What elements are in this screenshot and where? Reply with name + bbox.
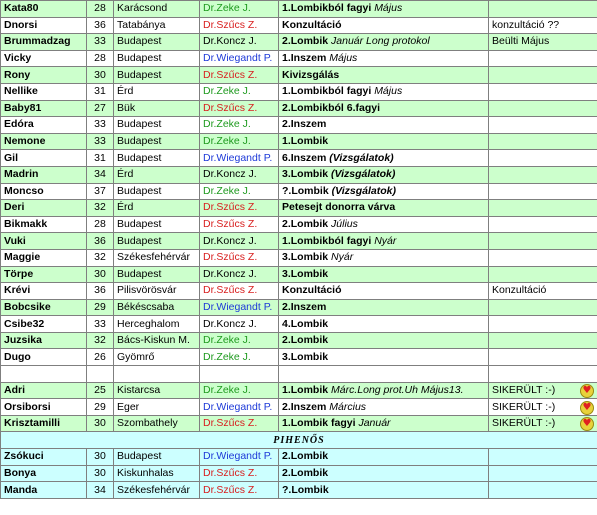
doctor-cell[interactable]: Dr.Zeke J. (200, 83, 279, 100)
age-cell[interactable]: 31 (87, 83, 114, 100)
nickname-cell[interactable]: Edóra (1, 117, 87, 134)
treatment-stage: 1.Lombikból fagyi (282, 85, 372, 98)
age-cell[interactable]: 33 (87, 117, 114, 134)
city-cell[interactable]: Budapest (114, 449, 200, 466)
comment-cell[interactable] (489, 349, 597, 366)
doctor-cell[interactable]: Dr.Szűcs Z. (200, 100, 279, 117)
age-cell[interactable]: 30 (87, 266, 114, 283)
treatment-stage: 1.Lombikból fagyi (282, 2, 372, 15)
city-cell[interactable]: Szombathely (114, 415, 200, 432)
smiley-heart-icon (580, 384, 594, 398)
age-cell[interactable]: 32 (87, 200, 114, 217)
treatment-status-cell[interactable] (279, 183, 489, 200)
blank-separator-row (1, 366, 597, 383)
comment-cell[interactable] (489, 200, 597, 217)
doctor-cell[interactable]: Dr.Koncz J. (200, 316, 279, 333)
nickname-cell[interactable]: Dnorsi (1, 17, 87, 34)
empty-cell[interactable] (279, 366, 489, 383)
comment-cell[interactable] (489, 316, 597, 333)
comment-cell[interactable] (489, 216, 597, 233)
nickname-cell[interactable]: Nemone (1, 133, 87, 150)
treatment-status-cell[interactable] (279, 415, 489, 432)
table-row (1, 166, 597, 183)
treatment-status-cell[interactable] (279, 316, 489, 333)
treatment-stage: Kivizsgálás (282, 68, 340, 81)
nickname-cell[interactable]: Vuki (1, 233, 87, 250)
treatment-status-cell[interactable] (279, 482, 489, 499)
comment-cell[interactable] (489, 1, 597, 18)
treatment-status-cell[interactable] (279, 299, 489, 316)
doctor-cell[interactable]: Dr.Szűcs Z. (200, 465, 279, 482)
treatment-note: Márc.Long prot.Uh Május13. (331, 383, 464, 396)
age-cell[interactable]: 34 (87, 166, 114, 183)
comment-cell[interactable] (489, 233, 597, 250)
treatment-stage: 2.Lombik (282, 35, 329, 48)
treatment-note: Január Long protokol (331, 35, 430, 48)
city-cell[interactable]: Budapest (114, 34, 200, 51)
nickname-cell[interactable]: Bobcsike (1, 299, 87, 316)
nickname-cell[interactable]: Maggie (1, 249, 87, 266)
treatment-stage: 2.Lombikból 6.fagyi (282, 101, 381, 114)
treatment-status-cell[interactable] (279, 83, 489, 100)
comment-text: Beülti Május (492, 35, 550, 48)
treatment-stage: Konzultáció (282, 18, 342, 31)
section-banner-row (1, 432, 597, 449)
age-cell[interactable]: 32 (87, 249, 114, 266)
nickname-cell[interactable]: Kata80 (1, 1, 87, 18)
treatment-stage: Petesejt donorra várva (282, 201, 396, 214)
table-row (1, 117, 597, 134)
city-cell[interactable]: Budapest (114, 117, 200, 134)
age-cell[interactable]: 26 (87, 349, 114, 366)
comment-text: konzultáció ?? (492, 18, 560, 31)
treatment-note: Nyár (374, 234, 397, 247)
table-row (1, 382, 597, 399)
age-cell[interactable]: 30 (87, 415, 114, 432)
table-row (1, 399, 597, 416)
section-banner[interactable]: PIHENŐS (1, 432, 597, 449)
empty-cell[interactable] (114, 366, 200, 383)
nickname-cell[interactable]: Juzsika (1, 332, 87, 349)
nickname-cell[interactable]: Csibe32 (1, 316, 87, 333)
table-row (1, 465, 597, 482)
treatment-stage: 1.Lombik (282, 135, 329, 148)
city-cell[interactable]: Pilisvörösvár (114, 283, 200, 300)
empty-cell[interactable] (200, 366, 279, 383)
doctor-cell[interactable]: Dr.Zeke J. (200, 349, 279, 366)
treatment-stage: 1.Inszem (282, 52, 327, 65)
city-cell[interactable]: Budapest (114, 233, 200, 250)
nickname-cell[interactable]: Adri (1, 382, 87, 399)
treatment-note: Május (374, 2, 403, 15)
city-cell[interactable]: Budapest (114, 183, 200, 200)
city-cell[interactable]: Békéscsaba (114, 299, 200, 316)
table-row (1, 200, 597, 217)
treatment-note: (Vizsgálatok) (331, 168, 396, 181)
doctor-cell[interactable]: Dr.Szűcs Z. (200, 415, 279, 432)
spreadsheet-body (1, 1, 597, 499)
comment-text: SIKERÜLT :-) (492, 417, 556, 430)
treatment-note: (Vizsgálatok) (331, 184, 396, 197)
comment-cell[interactable] (489, 465, 597, 482)
nickname-cell[interactable]: Zsókuci (1, 449, 87, 466)
treatment-status-cell[interactable] (279, 34, 489, 51)
treatment-note: Nyár (331, 251, 354, 264)
city-cell[interactable]: Érd (114, 200, 200, 217)
doctor-cell[interactable]: Dr.Zeke J. (200, 1, 279, 18)
comment-cell[interactable] (489, 133, 597, 150)
comment-cell[interactable] (489, 183, 597, 200)
treatment-stage: Konzultáció (282, 284, 342, 297)
city-cell[interactable]: Kiskunhalas (114, 465, 200, 482)
comment-text: SIKERÜLT :-) (492, 400, 556, 413)
doctor-cell[interactable]: Dr.Wiegandt P. (200, 399, 279, 416)
age-cell[interactable]: 29 (87, 299, 114, 316)
treatment-stage: ?.Lombik (282, 483, 329, 496)
comment-cell[interactable] (489, 17, 597, 34)
treatment-stage: 6.Inszem (282, 151, 327, 164)
treatment-stage: 3.Lombik (282, 168, 329, 181)
treatment-status-cell[interactable] (279, 17, 489, 34)
treatment-status-cell[interactable] (279, 1, 489, 18)
comment-cell[interactable] (489, 50, 597, 67)
doctor-cell[interactable]: Dr.Zeke J. (200, 117, 279, 134)
city-cell[interactable]: Kistarcsa (114, 382, 200, 399)
comment-cell[interactable] (489, 150, 597, 167)
nickname-cell[interactable]: Nellike (1, 83, 87, 100)
age-cell[interactable]: 25 (87, 382, 114, 399)
treatment-status-cell[interactable] (279, 399, 489, 416)
comment-cell[interactable] (489, 266, 597, 283)
table-row (1, 316, 597, 333)
city-cell[interactable]: Bács-Kiskun M. (114, 332, 200, 349)
comment-cell[interactable] (489, 415, 597, 432)
city-cell[interactable]: Karácsond (114, 1, 200, 18)
city-cell[interactable]: Budapest (114, 133, 200, 150)
treatment-status-cell[interactable] (279, 150, 489, 167)
treatment-stage: 1.Lombikból fagyi (282, 234, 372, 247)
doctor-cell[interactable]: Dr.Koncz J. (200, 266, 279, 283)
treatment-status-cell[interactable] (279, 249, 489, 266)
doctor-cell[interactable]: Dr.Szűcs Z. (200, 200, 279, 217)
treatment-stage: 3.Lombik (282, 350, 329, 363)
table-row (1, 100, 597, 117)
city-cell[interactable]: Budapest (114, 50, 200, 67)
city-cell[interactable]: Budapest (114, 266, 200, 283)
comment-cell[interactable] (489, 382, 597, 399)
comment-cell[interactable] (489, 166, 597, 183)
doctor-cell[interactable]: Dr.Zeke J. (200, 382, 279, 399)
age-cell[interactable]: 30 (87, 465, 114, 482)
age-cell[interactable]: 28 (87, 1, 114, 18)
city-cell[interactable]: Gyömrő (114, 349, 200, 366)
treatment-status-cell[interactable] (279, 382, 489, 399)
city-cell[interactable]: Székesfehérvár (114, 482, 200, 499)
doctor-cell[interactable]: Dr.Szűcs Z. (200, 67, 279, 84)
table-row (1, 233, 597, 250)
doctor-cell[interactable]: Dr.Wiegandt P. (200, 50, 279, 67)
treatment-status-cell[interactable] (279, 233, 489, 250)
treatment-stage: 2.Lombik (282, 218, 329, 231)
treatment-status-cell[interactable] (279, 50, 489, 67)
nickname-cell[interactable]: Rony (1, 67, 87, 84)
treatment-stage: 2.Lombik (282, 466, 329, 479)
treatment-status-cell[interactable] (279, 216, 489, 233)
treatment-stage: 4.Lombik (282, 317, 329, 330)
nickname-cell[interactable]: Manda (1, 482, 87, 499)
treatment-status-cell[interactable] (279, 117, 489, 134)
table-row (1, 150, 597, 167)
nickname-cell[interactable]: Bikmakk (1, 216, 87, 233)
age-cell[interactable]: 37 (87, 183, 114, 200)
age-cell[interactable]: 31 (87, 150, 114, 167)
treatment-status-cell[interactable] (279, 166, 489, 183)
age-cell[interactable]: 33 (87, 133, 114, 150)
nickname-cell[interactable]: Gil (1, 150, 87, 167)
table-row (1, 67, 597, 84)
doctor-cell[interactable]: Dr.Szűcs Z. (200, 283, 279, 300)
doctor-cell[interactable]: Dr.Koncz J. (200, 34, 279, 51)
treatment-status-cell[interactable] (279, 100, 489, 117)
comment-cell[interactable] (489, 332, 597, 349)
nickname-cell[interactable]: Deri (1, 200, 87, 217)
doctor-cell[interactable]: Dr.Szűcs Z. (200, 17, 279, 34)
nickname-cell[interactable]: Dugo (1, 349, 87, 366)
table-row (1, 283, 597, 300)
empty-cell[interactable] (1, 366, 87, 383)
comment-cell[interactable] (489, 249, 597, 266)
treatment-stage: 2.Inszem (282, 400, 327, 413)
age-cell[interactable]: 36 (87, 233, 114, 250)
age-cell[interactable]: 36 (87, 283, 114, 300)
city-cell[interactable]: Eger (114, 399, 200, 416)
table-row (1, 50, 597, 67)
treatment-status-cell[interactable] (279, 332, 489, 349)
age-cell[interactable]: 33 (87, 34, 114, 51)
doctor-cell[interactable]: Dr.Wiegandt P. (200, 449, 279, 466)
nickname-cell[interactable]: Krévi (1, 283, 87, 300)
comment-cell[interactable] (489, 34, 597, 51)
doctor-cell[interactable]: Dr.Wiegandt P. (200, 299, 279, 316)
doctor-cell[interactable]: Dr.Szűcs Z. (200, 249, 279, 266)
table-row (1, 266, 597, 283)
treatment-stage: 2.Lombik (282, 334, 329, 347)
table-row (1, 183, 597, 200)
comment-cell[interactable] (489, 283, 597, 300)
treatment-status-cell[interactable] (279, 67, 489, 84)
smiley-heart-icon (580, 401, 594, 415)
age-cell[interactable]: 32 (87, 332, 114, 349)
treatment-status-cell[interactable] (279, 283, 489, 300)
comment-text: Konzultáció (492, 284, 547, 297)
table-row (1, 249, 597, 266)
table-row (1, 216, 597, 233)
treatment-note: Március (329, 400, 367, 413)
city-cell[interactable]: Érd (114, 166, 200, 183)
nickname-cell[interactable]: Krisztamilli (1, 415, 87, 432)
age-cell[interactable]: 33 (87, 316, 114, 333)
age-cell[interactable]: 36 (87, 17, 114, 34)
treatment-note: Május (374, 85, 403, 98)
table-row (1, 17, 597, 34)
comment-cell[interactable] (489, 117, 597, 134)
city-cell[interactable]: Budapest (114, 150, 200, 167)
treatment-status-cell[interactable] (279, 449, 489, 466)
empty-cell[interactable] (87, 366, 114, 383)
treatment-stage: 3.Lombik (282, 267, 329, 280)
doctor-cell[interactable]: Dr.Koncz J. (200, 166, 279, 183)
age-cell[interactable]: 27 (87, 100, 114, 117)
treatment-note: Július (331, 218, 358, 231)
treatment-stage: 1.Lombik fagyi (282, 417, 356, 430)
table-row (1, 449, 597, 466)
nickname-cell[interactable]: Brummadzag (1, 34, 87, 51)
treatment-status-cell[interactable] (279, 200, 489, 217)
treatment-status-cell[interactable] (279, 133, 489, 150)
nickname-cell[interactable]: Orsiborsi (1, 399, 87, 416)
city-cell[interactable]: Budapest (114, 67, 200, 84)
doctor-cell[interactable]: Dr.Zeke J. (200, 183, 279, 200)
treatment-note: Január (358, 417, 391, 430)
comment-cell[interactable] (489, 399, 597, 416)
table-row (1, 349, 597, 366)
age-cell[interactable]: 30 (87, 67, 114, 84)
table-row (1, 133, 597, 150)
doctor-cell[interactable]: Dr.Zeke J. (200, 332, 279, 349)
doctor-cell[interactable]: Dr.Szűcs Z. (200, 482, 279, 499)
treatment-stage: ?.Lombik (282, 184, 329, 197)
treatment-note: Május (329, 52, 358, 65)
age-cell[interactable]: 28 (87, 216, 114, 233)
nickname-cell[interactable]: Baby81 (1, 100, 87, 117)
age-cell[interactable]: 30 (87, 449, 114, 466)
nickname-cell[interactable]: Törpe (1, 266, 87, 283)
doctor-cell[interactable]: Dr.Wiegandt P. (200, 150, 279, 167)
city-cell[interactable]: Tatabánya (114, 17, 200, 34)
nickname-cell[interactable]: Moncso (1, 183, 87, 200)
city-cell[interactable]: Herceghalom (114, 316, 200, 333)
city-cell[interactable]: Érd (114, 83, 200, 100)
table-row (1, 299, 597, 316)
table-row (1, 83, 597, 100)
table-row (1, 34, 597, 51)
treatment-stage: 3.Lombik (282, 251, 329, 264)
table-row (1, 415, 597, 432)
comment-cell[interactable] (489, 482, 597, 499)
age-cell[interactable]: 29 (87, 399, 114, 416)
treatment-stage: 2.Lombik (282, 450, 329, 463)
comment-cell[interactable] (489, 83, 597, 100)
treatment-stage: 1.Lombik (282, 383, 329, 396)
city-cell[interactable]: Székesfehérvár (114, 249, 200, 266)
city-cell[interactable]: Bük (114, 100, 200, 117)
age-cell[interactable]: 34 (87, 482, 114, 499)
doctor-cell[interactable]: Dr.Zeke J. (200, 133, 279, 150)
treatment-stage: 2.Inszem (282, 118, 327, 131)
comment-cell[interactable] (489, 299, 597, 316)
city-cell[interactable]: Budapest (114, 216, 200, 233)
comment-cell[interactable] (489, 100, 597, 117)
doctor-cell[interactable]: Dr.Koncz J. (200, 233, 279, 250)
table-row (1, 482, 597, 499)
nickname-cell[interactable]: Bonya (1, 465, 87, 482)
comment-cell[interactable] (489, 67, 597, 84)
age-cell[interactable]: 28 (87, 50, 114, 67)
table-row (1, 1, 597, 18)
treatment-note: (Vizsgálatok) (329, 151, 394, 164)
treatment-status-cell[interactable] (279, 465, 489, 482)
treatment-stage: 2.Inszem (282, 300, 327, 313)
empty-cell[interactable] (489, 366, 597, 383)
smiley-heart-icon (580, 417, 594, 431)
comment-text: SIKERÜLT :-) (492, 383, 556, 396)
treatment-status-cell[interactable] (279, 266, 489, 283)
doctor-cell[interactable]: Dr.Szűcs Z. (200, 216, 279, 233)
nickname-cell[interactable]: Vicky (1, 50, 87, 67)
table-row (1, 332, 597, 349)
nickname-cell[interactable]: Madrin (1, 166, 87, 183)
treatment-status-cell[interactable] (279, 349, 489, 366)
comment-cell[interactable] (489, 449, 597, 466)
